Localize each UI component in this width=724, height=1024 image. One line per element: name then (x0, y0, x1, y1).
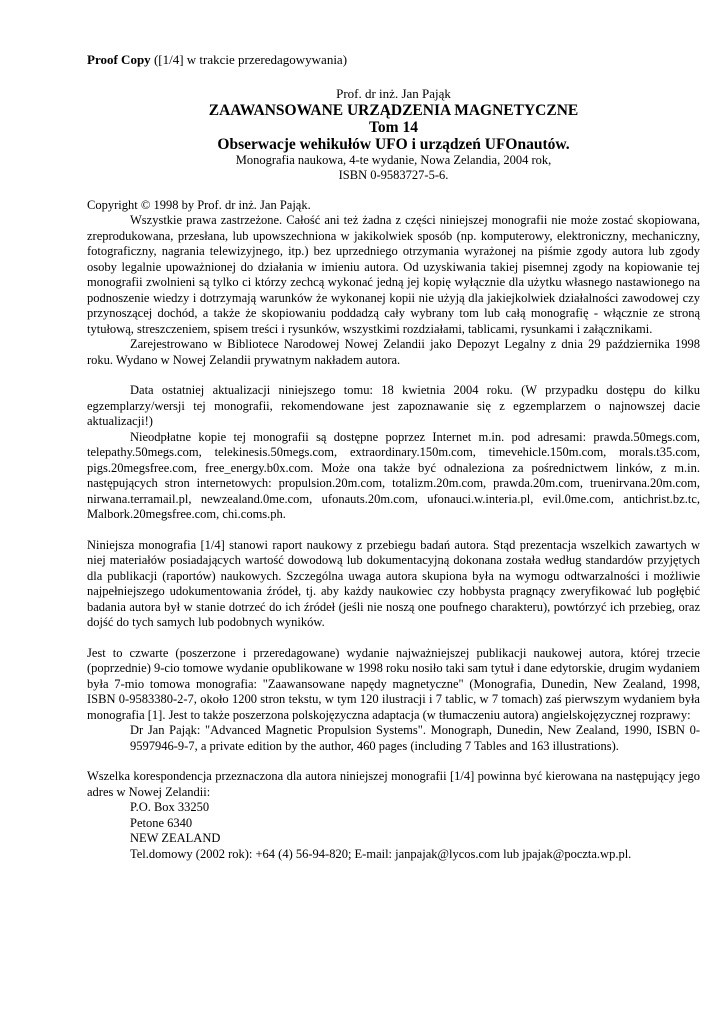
address-line-1: P.O. Box 33250 (130, 800, 210, 814)
spacer (87, 754, 700, 769)
update-date-paragraph: Data ostatniej aktualizacji niniejszego tomu: 18 kwietnia 2004 roku. (W przypadku dostępu do kilku egzemplarzy/wersji tej monografii, rekomendowane jest zapoznawanie się z egzemplarzem o najnowszej dacie aktualizacji!) (87, 383, 700, 428)
spacer (87, 631, 700, 646)
spacer (87, 368, 700, 383)
free-copies-paragraph: Nieodpłatne kopie tej monografii są dostępne poprzez Internet m.in. pod adresami: prawda.50megs.com, telepathy.50megs.com, telekinesis.50megs.com, extraordinary.150m.com, timevehicle.150m.com, morals.t35.com, pigs.20megsfree.com, free_energy.b0x.com. Może ona także być odnaleziona za pośrednictwem linków, z m.in. następujących stron internetowych: propulsion.20m.com, totalizm.20m.com, prawda.20m.com, truenirvana.20m.com, nirwana.terramail.pl, newzealand.0me.com, ufonauts.20m.com, ufonauci.w.interia.pl, evil.0me.com, antichrist.bz.tc, Malbork.20megsfree.com, chi.coms.ph. (87, 429, 700, 521)
edition-info: Monografia naukowa, 4-te wydanie, Nowa Zelandia, 2004 rok, (235, 152, 552, 167)
correspondence-intro: Wszelka korespondencja przeznaczona dla autora niniejszej monografii [1/4] powinna być kierowana na następujący jego adres w Nowej Zelandii: (87, 769, 700, 799)
proof-copy-note: ([1/4] w trakcie przeredagowywania) (153, 52, 348, 67)
book-title: ZAAWANSOWANE URZĄDZENIA MAGNETYCZNE (208, 101, 579, 119)
proof-copy-label: Proof Copy (87, 52, 151, 67)
contact-line: Tel.domowy (2002 rok): +64 (4) 56-94-820; E-mail: janpajak@lycos.com lub jpajak@poczta.wp.pl. (130, 846, 632, 861)
copyright-line: Copyright © 1998 by Prof. dr inż. Jan Pająk. (87, 197, 311, 212)
volume-number: Tom 14 (369, 118, 418, 136)
english-reference: Dr Jan Pająk: "Advanced Magnetic Propulsion Systems". Monograph, Dunedin, New Zealand, 1990, ISBN 0-9597946-9-7, a private edition by the author, 460 pages (including 7 Tables and 163 illustrations). (130, 723, 700, 753)
edition-history-paragraph: Jest to czwarte (poszerzone i przeredagowane) wydanie najważniejszej publikacji naukowej autora, której trzecie (poprzednie) 9-cio tomowe wydanie opublikowane w 1998 roku nosiło taki sam tytuł i dane edytorskie, drugim wydaniem była 7-mio tomowa monografia: "Zaawansowane napędy magnetyczne" (Monografia, Dunedin, New Zealand, 1998, ISBN 0-9583380-2-7, około 1200 stron tekstu, w tym 120 ilustracji i 7 tablic, w 7 tomach) zaś pierwszym wydaniem była monografia [1]. Jest to także poszerzona polskojęzyczna adaptacja (w tłumaczeniu autora) angielskojęzycznej rozprawy: (87, 645, 700, 722)
address-line-2: Petone 6340 (130, 815, 193, 830)
scientific-report-paragraph: Niniejsza monografia [1/4] stanowi raport naukowy z przebiegu badań autora. Stąd prezentacja wszelkich zawartych w niej materiałów posiadających wartość dowodową lub dokumentacyjną dokonana została według standardów przyjętych dla publikacji (raportów) naukowych. Szczególna uwaga autora skupiona była na wymogu odtwarzalności i możliwie najpełniejszego udokumentowania źródeł, tj. aby każdy naukowiec czy hobbysta pragnący zweryfikować lub pogłębić badania autora był w stanie dotrzeć do ich źródeł (jeśli nie noszą one poufnego charakteru), powtórzyć ich przebieg, oraz dojść do tych samych lub podobnych wyników. (87, 537, 700, 629)
registration-paragraph: Zarejestrowano w Bibliotece Narodowej Nowej Zelandii jako Depozyt Legalny z dnia 29 października 1998 roku. Wydano w Nowej Zelandii prywatnym nakładem autora. (87, 337, 700, 367)
address-line-3: NEW ZEALAND (130, 831, 221, 845)
volume-subtitle: Obserwacje wehikułów UFO i urządzeń UFOnautów. (217, 135, 570, 153)
spacer (87, 183, 700, 198)
spacer (87, 523, 700, 538)
document-page (87, 52, 700, 862)
isbn: ISBN 0-9583727-5-6. (338, 167, 449, 182)
author-name: Prof. dr inż. Jan Pająk (336, 85, 451, 101)
proof-copy-line (87, 52, 700, 68)
rights-paragraph: Wszystkie prawa zastrzeżone. Całość ani też żadna z części niniejszej monografii nie może zostać skopiowana, zreprodukowana, przesłana, lub upowszechniona w jakikolwiek sposób (np. komputerowy, elektroniczny, mechaniczny, fotograficzny, nagrania telewizyjnego, itp.) bez uprzedniego otrzymania wyrażonej na piśmie zgody autora lub zgody osoby legalnie upoważnionej do działania w imieniu autora. Od uzyskiwania takiej pisemnej zgody na kopiowanie tej monografii zwolnieni są tylko ci którzy zechcą wykonać jedną jej kopię wyłącznie dla użytku własnego nastawionego na podnoszenie wiedzy i dotrzymają warunków że wykonanej kopii nie użyją dla jakiejkolwiek działalności zawodowej czy przynoszącej dochód, a także że skopiowaniu poddadzą cały wybrany tom lub całą monografię - włącznie ze stroną tytułową, streszczeniem, spisem treści i rysunków, wszystkimi rozdziałami, tablicami, rysunkami i załącznikami. (87, 213, 700, 336)
